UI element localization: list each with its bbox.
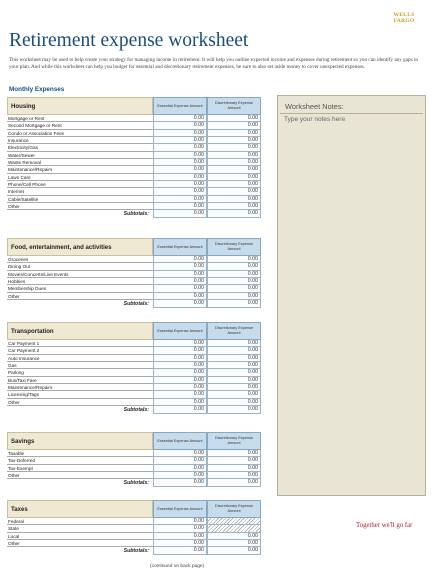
expense-row [7,340,261,347]
discretionary-amount-input[interactable]: 0.00 [207,278,261,285]
expense-label: Mortgage or Rent [7,115,153,122]
essential-amount-input[interactable]: 0.00 [153,188,207,195]
essential-amount-input[interactable]: 0.00 [153,196,207,203]
essential-amount-input[interactable]: 0.00 [153,174,207,181]
expense-label: Taxable [7,450,153,457]
expense-row [7,188,261,195]
expense-label: Condo or Association Fees [7,130,153,137]
discretionary-amount-input[interactable]: 0.00 [207,457,261,464]
subtotals-label: Subtotals: [123,211,149,218]
discretionary-amount-input[interactable]: 0.00 [207,533,261,540]
essential-amount-input[interactable]: 0.00 [153,540,207,547]
discretionary-amount-input[interactable]: 0.00 [207,144,261,151]
discretionary-amount-input[interactable]: 0.00 [207,450,261,457]
expense-row [7,472,261,479]
expense-label: Other [7,203,153,210]
discretionary-amount-input[interactable]: 0.00 [207,137,261,144]
discretionary-subtotal: 0.00 [207,547,261,555]
essential-amount-input[interactable]: 0.00 [153,369,207,376]
section-title: Transportation [7,322,153,340]
subtotals-label: Subtotals: [123,407,149,414]
essential-amount-input[interactable]: 0.00 [153,122,207,129]
essential-amount-input[interactable]: 0.00 [153,152,207,159]
expense-row [7,293,261,300]
discretionary-amount-input[interactable]: 0.00 [207,391,261,398]
subtotals-row [7,210,261,218]
discretionary-column-header: Discretionary Expense Amount [207,500,261,518]
essential-amount-input[interactable]: 0.00 [153,285,207,292]
expense-label: Electricity/Gas [7,144,153,151]
expense-row [7,533,261,540]
discretionary-amount-input[interactable]: 0.00 [207,362,261,369]
section-header [7,500,261,518]
essential-amount-input[interactable]: 0.00 [153,137,207,144]
expense-label: Car Payment 2 [7,347,153,354]
section-header [7,322,261,340]
subtotals-row [7,406,261,414]
essential-amount-input[interactable]: 0.00 [153,278,207,285]
expense-row [7,450,261,457]
expense-row [7,144,261,151]
notes-input[interactable] [280,113,423,493]
discretionary-amount-input[interactable]: 0.00 [207,384,261,391]
section-header [7,238,261,256]
essential-amount-input[interactable]: 0.00 [153,377,207,384]
discretionary-column-header: Discretionary Expense Amount [207,322,261,340]
discretionary-subtotal: 0.00 [207,210,261,218]
subtotals-row [7,479,261,487]
expense-label: Groceries [7,256,153,263]
expense-row [7,369,261,376]
discretionary-amount-input[interactable]: 0.00 [207,263,261,270]
notes-title: Worksheet Notes: [285,102,344,111]
expense-row [7,457,261,464]
expense-label: Maintenance/Repairs [7,384,153,391]
discretionary-amount-input[interactable]: 0.00 [207,472,261,479]
essential-amount-input[interactable]: 0.00 [153,457,207,464]
expense-label: Bus/Taxi Fare [7,377,153,384]
essential-amount-input[interactable]: 0.00 [153,144,207,151]
discretionary-amount-input[interactable]: 0.00 [207,465,261,472]
discretionary-amount-input[interactable]: 0.00 [207,166,261,173]
expense-label: Membership Dues [7,285,153,292]
expense-row [7,525,261,532]
expense-label: Gas [7,362,153,369]
section-title: Taxes [7,500,153,518]
essential-amount-input[interactable]: 0.00 [153,203,207,210]
essential-amount-input[interactable]: 0.00 [153,347,207,354]
discretionary-amount-input[interactable]: 0.00 [207,130,261,137]
expense-row [7,384,261,391]
page-title: Retirement expense worksheet [9,30,249,51]
essential-amount-input[interactable]: 0.00 [153,115,207,122]
section-title: Housing [7,97,153,115]
discretionary-column-header: Discretionary Expense Amount [207,97,261,115]
discretionary-amount-input[interactable]: 0.00 [207,174,261,181]
expense-row [7,377,261,384]
notes-placeholder: Type your notes here [284,116,346,123]
discretionary-amount-input[interactable]: 0.00 [207,271,261,278]
expense-label: Movies/Concerts/Live Events [7,271,153,278]
expense-label: Other [7,399,153,406]
essential-amount-input[interactable]: 0.00 [153,391,207,398]
discretionary-amount-input[interactable]: 0.00 [207,152,261,159]
essential-column-header: Essential Expense Amount [153,432,207,450]
essential-subtotal: 0.00 [153,406,207,414]
essential-subtotal: 0.00 [153,479,207,487]
section-housing [7,97,261,218]
expense-label: Dining Out [7,263,153,270]
essential-amount-input[interactable]: 0.00 [153,533,207,540]
expense-row [7,518,261,525]
expense-row [7,159,261,166]
discretionary-amount-input[interactable]: 0.00 [207,196,261,203]
expense-row [7,391,261,398]
expense-label: Cable/Satellite [7,196,153,203]
essential-amount-input[interactable]: 0.00 [153,293,207,300]
discretionary-amount-disabled [207,525,261,532]
expense-label: Local [7,533,153,540]
discretionary-subtotal: 0.00 [207,479,261,487]
section-title: Food, entertainment, and activities [7,238,153,256]
expense-label: Car Payment 1 [7,340,153,347]
section-header [7,97,261,115]
expense-label: Other [7,472,153,479]
expense-row [7,271,261,278]
expense-row [7,181,261,188]
expense-row [7,152,261,159]
expense-row [7,399,261,406]
expense-row [7,174,261,181]
discretionary-amount-input[interactable]: 0.00 [207,347,261,354]
essential-amount-input[interactable]: 0.00 [153,181,207,188]
expense-label: Internet [7,188,153,195]
discretionary-amount-input[interactable]: 0.00 [207,181,261,188]
section-transportation [7,322,261,414]
subtotals-row [7,300,261,308]
essential-amount-input[interactable]: 0.00 [153,518,207,525]
essential-amount-input[interactable]: 0.00 [153,450,207,457]
expense-row [7,115,261,122]
expense-row [7,278,261,285]
discretionary-amount-input[interactable]: 0.00 [207,115,261,122]
intro-paragraph: This worksheet may be used to help create your strategy for managing income in retirement. It will help you outline expected income and expenses during retirement so you can identify any gaps in your plan. And while this worksheet can help you budget for essential and discretionary retirement expenses, be sure to also set aside money to cover unexpected expenses. [9,57,418,71]
essential-amount-input[interactable]: 0.00 [153,340,207,347]
discretionary-amount-input[interactable]: 0.00 [207,285,261,292]
expense-row [7,196,261,203]
essential-column-header: Essential Expense Amount [153,500,207,518]
essential-amount-input[interactable]: 0.00 [153,355,207,362]
expense-row [7,465,261,472]
expense-label: Federal [7,518,153,525]
discretionary-amount-input[interactable]: 0.00 [207,399,261,406]
discretionary-amount-input[interactable]: 0.00 [207,377,261,384]
expense-label: Second Mortgage or Rent [7,122,153,129]
essential-amount-input[interactable]: 0.00 [153,263,207,270]
subtotals-row [7,547,261,555]
expense-label: Water/Sewer [7,152,153,159]
expense-label: Auto Insurance [7,355,153,362]
continued-note: (continued on back page) [150,564,205,569]
expense-label: Tax-Exempt [7,465,153,472]
essential-amount-input[interactable]: 0.00 [153,362,207,369]
essential-amount-input[interactable]: 0.00 [153,472,207,479]
discretionary-column-header: Discretionary Expense Amount [207,432,261,450]
essential-column-header: Essential Expense Amount [153,97,207,115]
expense-row [7,137,261,144]
expense-label: Other [7,540,153,547]
discretionary-subtotal: 0.00 [207,406,261,414]
expense-row [7,203,261,210]
essential-column-header: Essential Expense Amount [153,238,207,256]
expense-row [7,355,261,362]
subtotals-label: Subtotals: [123,548,149,555]
logo-line1: WELLS [393,12,415,18]
essential-amount-input[interactable]: 0.00 [153,130,207,137]
section-title: Savings [7,432,153,450]
expense-row [7,347,261,354]
discretionary-amount-input[interactable]: 0.00 [207,369,261,376]
essential-amount-input[interactable]: 0.00 [153,525,207,532]
subtotals-label: Subtotals: [123,480,149,487]
section-food-entertainment [7,238,261,308]
discretionary-amount-input[interactable]: 0.00 [207,122,261,129]
monthly-expenses-heading: Monthly Expenses [9,86,65,93]
expense-label: Tax-Deferred [7,457,153,464]
expense-label: Hobbies [7,278,153,285]
essential-subtotal: 0.00 [153,547,207,555]
essential-amount-input[interactable]: 0.00 [153,256,207,263]
expense-row [7,540,261,547]
expense-label: Licensing/Tags [7,391,153,398]
expense-label: Phone/Cell Phone [7,181,153,188]
expense-row [7,130,261,137]
section-savings [7,432,261,487]
expense-row [7,122,261,129]
essential-amount-input[interactable]: 0.00 [153,399,207,406]
expense-row [7,256,261,263]
wells-fargo-logo [389,12,419,24]
discretionary-amount-input[interactable]: 0.00 [207,540,261,547]
discretionary-amount-input[interactable]: 0.00 [207,159,261,166]
essential-amount-input[interactable]: 0.00 [153,166,207,173]
discretionary-amount-input[interactable]: 0.00 [207,188,261,195]
expense-row [7,362,261,369]
expense-label: Other [7,293,153,300]
essential-amount-input[interactable]: 0.00 [153,465,207,472]
essential-amount-input[interactable]: 0.00 [153,271,207,278]
essential-subtotal: 0.00 [153,210,207,218]
discretionary-subtotal: 0.00 [207,300,261,308]
essential-column-header: Essential Expense Amount [153,322,207,340]
discretionary-amount-disabled [207,518,261,525]
discretionary-amount-input[interactable]: 0.00 [207,340,261,347]
expense-label: Parking [7,369,153,376]
expense-row [7,166,261,173]
discretionary-amount-input[interactable]: 0.00 [207,203,261,210]
section-header [7,432,261,450]
logo-line2: FARGO [393,18,415,24]
discretionary-amount-input[interactable]: 0.00 [207,256,261,263]
subtotals-label: Subtotals: [123,301,149,308]
expense-label: State [7,525,153,532]
essential-subtotal: 0.00 [153,300,207,308]
essential-amount-input[interactable]: 0.00 [153,159,207,166]
expense-label: Maintenance/Repairs [7,166,153,173]
expense-label: Lawn Care [7,174,153,181]
discretionary-column-header: Discretionary Expense Amount [207,238,261,256]
discretionary-amount-input[interactable]: 0.00 [207,355,261,362]
expense-row [7,263,261,270]
expense-label: Waste Removal [7,159,153,166]
section-taxes [7,500,261,555]
tagline: Together we'll go far [356,522,413,529]
essential-amount-input[interactable]: 0.00 [153,384,207,391]
expense-row [7,285,261,292]
discretionary-amount-input[interactable]: 0.00 [207,293,261,300]
expense-label: Insurance [7,137,153,144]
worksheet-notes-panel [277,95,426,496]
